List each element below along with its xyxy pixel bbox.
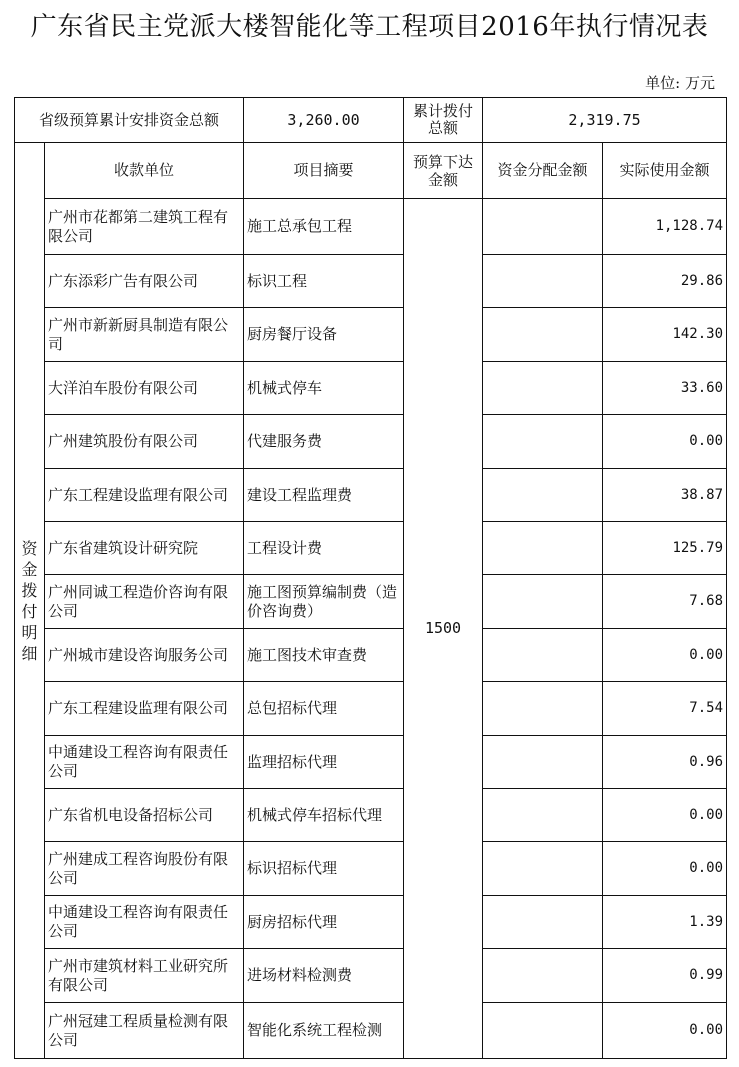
actual-amount-cell: 0.00	[603, 789, 727, 842]
header-row	[15, 143, 727, 199]
actual-amount-cell: 38.87	[603, 469, 727, 522]
table-row	[15, 199, 727, 255]
allocated-cell	[483, 255, 603, 308]
project-cell: 机械式停车	[244, 362, 404, 415]
allocated-cell	[483, 362, 603, 415]
table-row	[15, 1003, 727, 1059]
table-row	[15, 362, 727, 415]
project-cell: 代建服务费	[244, 415, 404, 469]
actual-amount-cell: 0.96	[603, 736, 727, 789]
payee-cell: 广州城市建设咨询服务公司	[45, 629, 244, 682]
payee-cell: 广东工程建设监理有限公司	[45, 469, 244, 522]
table-row	[15, 308, 727, 362]
table-row	[15, 629, 727, 682]
payee-cell: 广州市建筑材料工业研究所有限公司	[45, 949, 244, 1003]
table-row	[15, 522, 727, 575]
payee-cell: 广东添彩广告有限公司	[45, 255, 244, 308]
project-cell: 标识招标代理	[244, 842, 404, 896]
project-cell: 施工图预算编制费（造价咨询费）	[244, 575, 404, 629]
allocated-cell	[483, 1003, 603, 1059]
table-row	[15, 896, 727, 949]
actual-amount-cell: 142.30	[603, 308, 727, 362]
actual-amount-cell: 0.99	[603, 949, 727, 1003]
table-row	[15, 842, 727, 896]
project-cell: 标识工程	[244, 255, 404, 308]
actual-amount-cell: 0.00	[603, 842, 727, 896]
payee-cell: 广州建成工程咨询股份有限公司	[45, 842, 244, 896]
issued-amount-cell: 1500	[404, 199, 483, 1059]
actual-amount-cell: 33.60	[603, 362, 727, 415]
actual-amount-cell: 0.00	[603, 1003, 727, 1059]
actual-amount-cell: 7.54	[603, 682, 727, 736]
table-row	[15, 469, 727, 522]
actual-amount-cell: 1,128.74	[603, 199, 727, 255]
side-label	[15, 143, 45, 1059]
actual-amount-cell: 29.86	[603, 255, 727, 308]
payee-cell: 广州同诚工程造价咨询有限公司	[45, 575, 244, 629]
project-cell: 机械式停车招标代理	[244, 789, 404, 842]
payee-cell: 广东工程建设监理有限公司	[45, 682, 244, 736]
project-cell: 施工图技术审查费	[244, 629, 404, 682]
allocated-cell	[483, 629, 603, 682]
header-actual: 实际使用金额	[603, 143, 727, 199]
summary-row	[15, 98, 727, 143]
project-cell: 进场材料检测费	[244, 949, 404, 1003]
allocated-cell	[483, 682, 603, 736]
header-project: 项目摘要	[244, 143, 404, 199]
allocated-cell	[483, 308, 603, 362]
project-cell: 工程设计费	[244, 522, 404, 575]
allocated-cell	[483, 842, 603, 896]
unit-label: 单位: 万元	[645, 74, 715, 92]
allocated-cell	[483, 575, 603, 629]
paid-total-label: 累计拨付总额	[404, 98, 483, 143]
payee-cell: 大洋泊车股份有限公司	[45, 362, 244, 415]
header-allocated: 资金分配金额	[483, 143, 603, 199]
table-row	[15, 415, 727, 469]
header-issued: 预算下达金额	[404, 143, 483, 199]
project-cell: 施工总承包工程	[244, 199, 404, 255]
actual-amount-cell: 1.39	[603, 896, 727, 949]
payee-cell: 中通建设工程咨询有限责任公司	[45, 736, 244, 789]
table-row	[15, 949, 727, 1003]
table-row	[15, 789, 727, 842]
header-payee: 收款单位	[45, 143, 244, 199]
payee-cell: 广州市花都第二建筑工程有限公司	[45, 199, 244, 255]
allocated-cell	[483, 736, 603, 789]
actual-amount-cell: 7.68	[603, 575, 727, 629]
project-cell: 厨房招标代理	[244, 896, 404, 949]
side-label-text: 资金拨付明细	[21, 538, 38, 663]
page-title: 广东省民主党派大楼智能化等工程项目2016年执行情况表	[30, 12, 709, 42]
table-row	[15, 575, 727, 629]
project-cell: 总包招标代理	[244, 682, 404, 736]
table-row	[15, 255, 727, 308]
actual-amount-cell: 125.79	[603, 522, 727, 575]
table-row	[15, 682, 727, 736]
actual-amount-cell: 0.00	[603, 415, 727, 469]
project-cell: 厨房餐厅设备	[244, 308, 404, 362]
payee-cell: 中通建设工程咨询有限责任公司	[45, 896, 244, 949]
payee-cell: 广东省机电设备招标公司	[45, 789, 244, 842]
execution-table	[14, 97, 727, 1059]
payee-cell: 广州建筑股份有限公司	[45, 415, 244, 469]
allocated-cell	[483, 415, 603, 469]
allocated-cell	[483, 469, 603, 522]
allocated-cell	[483, 949, 603, 1003]
budget-total-label: 省级预算累计安排资金总额	[15, 98, 244, 143]
payee-cell: 广州冠建工程质量检测有限公司	[45, 1003, 244, 1059]
allocated-cell	[483, 896, 603, 949]
project-cell: 监理招标代理	[244, 736, 404, 789]
budget-total-value: 3,260.00	[244, 98, 404, 143]
allocated-cell	[483, 789, 603, 842]
payee-cell: 广州市新新厨具制造有限公司	[45, 308, 244, 362]
actual-amount-cell: 0.00	[603, 629, 727, 682]
allocated-cell	[483, 199, 603, 255]
paid-total-value: 2,319.75	[483, 98, 727, 143]
allocated-cell	[483, 522, 603, 575]
table-row	[15, 736, 727, 789]
project-cell: 智能化系统工程检测	[244, 1003, 404, 1059]
project-cell: 建设工程监理费	[244, 469, 404, 522]
payee-cell: 广东省建筑设计研究院	[45, 522, 244, 575]
